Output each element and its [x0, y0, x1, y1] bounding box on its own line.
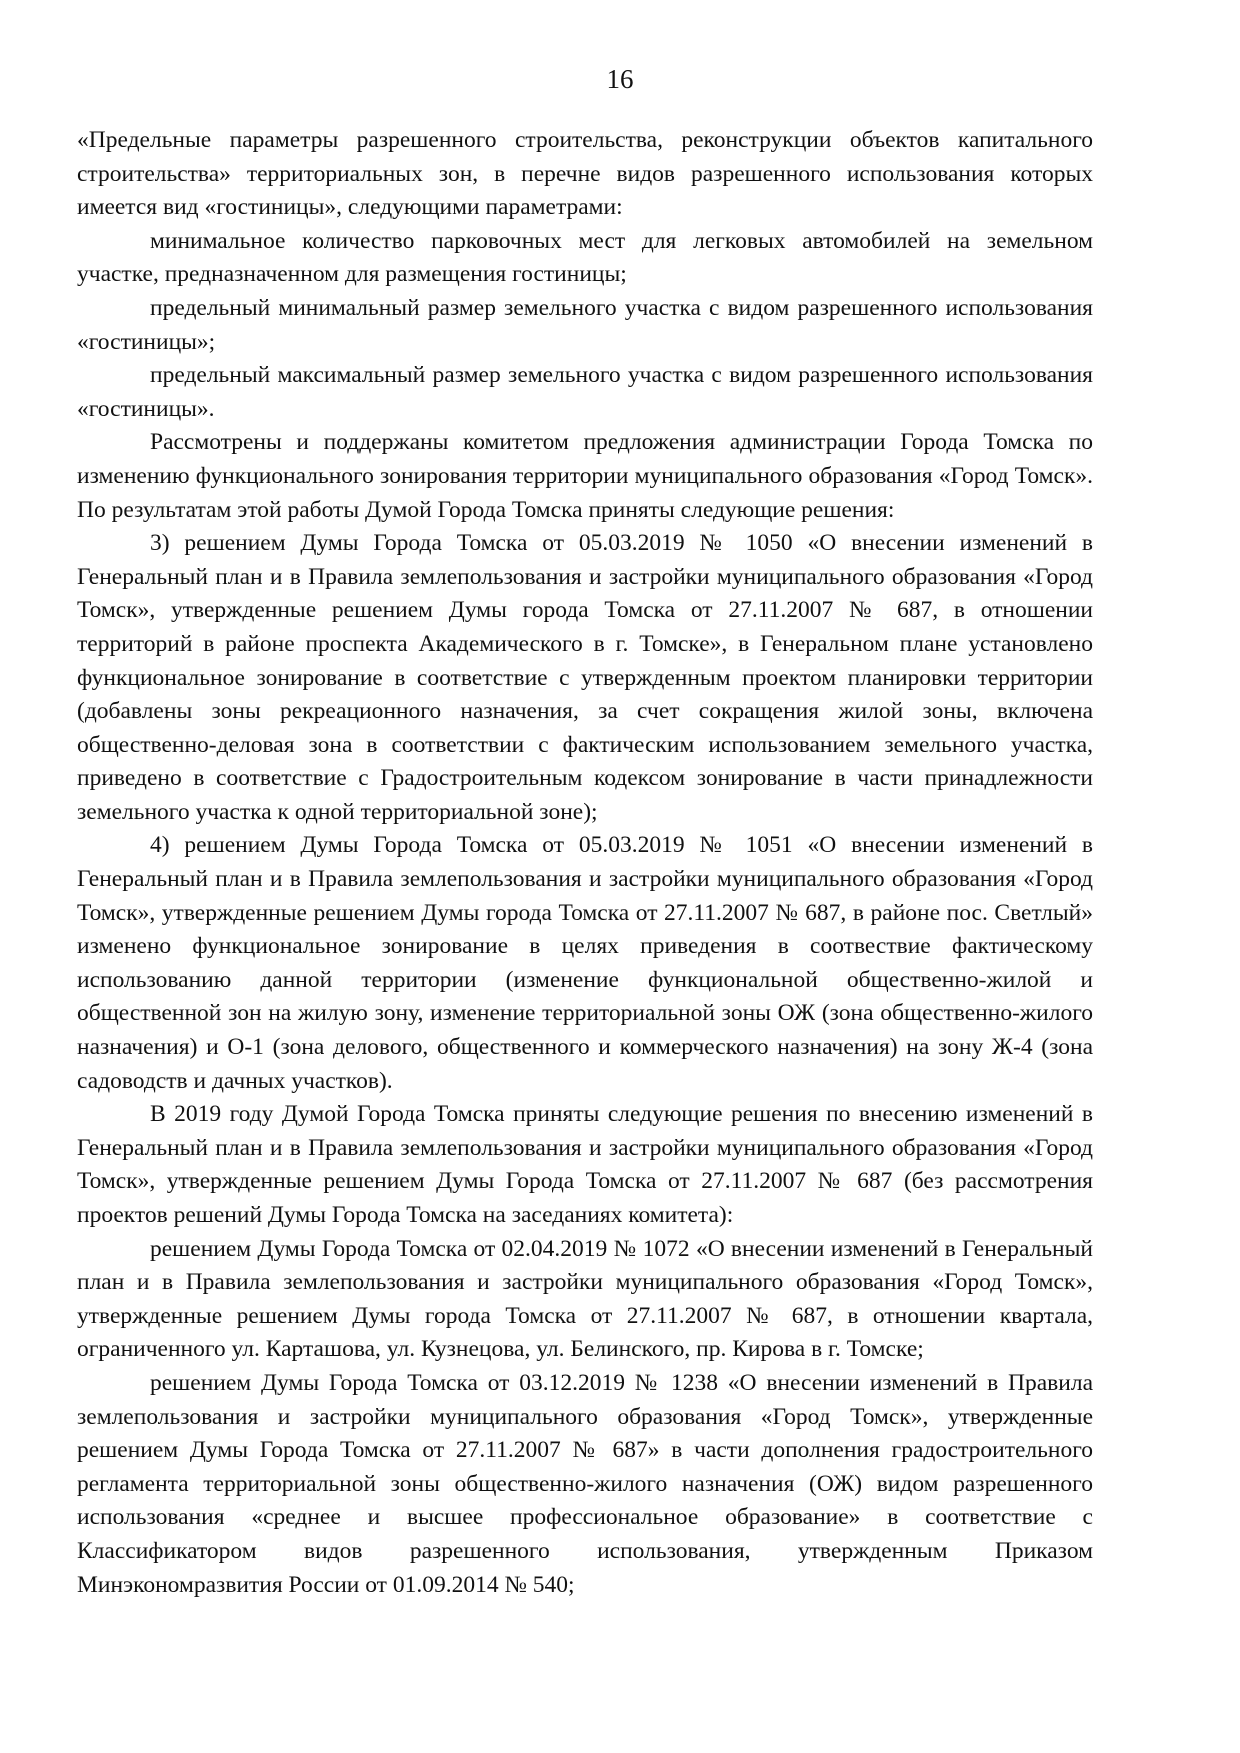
paragraph: «Предельные параметры разрешенного строительства, реконструкции объектов капитального строительства» территориальных зон, в перечне видов разрешенного использования которых имеется вид «гостиницы», следующими параметрами:: [77, 127, 1093, 221]
paragraph: Рассмотрены и поддержаны комитетом предложения администрации Города Томска по изменению функционального зонирования территории муниципального образования «Город Томск». По результатам этой работы Думой Города Томска приняты следующие решения:: [77, 429, 1093, 523]
paragraph: решением Думы Города Томска от 02.04.2019 № 1072 «О внесении изменений в Генеральный план и в Правила землепользования и застройки муниципального образования «Город Томск», утвержденные решением Думы города Томска от 27.11.2007 № 687, в отношении квартала, ограниченного ул. Карташова, ул. Кузнецова, ул. Белинского, пр. Кирова в г. Томске;: [77, 1235, 1093, 1363]
paragraph: минимальное количество парковочных мест для легковых автомобилей на земельном участке, предназначенном для размещения гостиницы;: [77, 227, 1093, 288]
paragraph: предельный максимальный размер земельного участка с видом разрешенного использования «гостиницы».: [77, 362, 1093, 422]
paragraph: 3) решением Думы Города Томска от 05.03.2019 № 1050 «О внесении изменений в Генеральный план и в Правила землепользования и застройки муниципального образования «Город Томск», утвержденные решением Думы города Томска от 27.11.2007 № 687, в отношении территорий в районе проспекта Академического в г. Томске», в Генеральном плане установлено функциональное зонирование в соответствие с утвержденным проектом планировки территории (добавлены зоны рекреационного назначения, за счет сокращения жилой зоны, включена общественно-деловая зона в соответствии с фактическим использованием земельного участка, приведено в соответствие с Градостроительным кодексом зонирование в части принадлежности земельного участка к одной территориальной зоне);: [77, 530, 1093, 825]
paragraph: 4) решением Думы Города Томска от 05.03.2019 № 1051 «О внесении изменений в Генеральный план и в Правила землепользования и застройки муниципального образования «Город Томск», утвержденные решением Думы города Томска от 27.11.2007 № 687, в районе пос. Светлый» изменено функциональное зонирование в целях приведения в соотвествие фактическому использованию данной территории (изменение функциональной общественно-жилой и общественной зон на жилую зону, изменение территориальной зоны ОЖ (зона общественно-жилого назначения) и О-1 (зона делового, общественного и коммерческого назначения) на зону Ж-4 (зона садоводств и дачных участков).: [77, 832, 1093, 1094]
paragraph: решением Думы Города Томска от 03.12.2019 № 1238 «О внесении изменений в Правила землепользования и застройки муниципального образования «Город Томск», утвержденные решением Думы Города Томска от 27.11.2007 № 687» в части дополнения градостроительного регламента территориальной зоны общественно-жилого назначения (ОЖ) видом разрешенного использования «среднее и высшее профессиональное образование» в соответствие с Классификатором видов разрешенного использования, утвержденным Приказом Минэкономразвития России от 01.09.2014 № 540;: [77, 1369, 1093, 1598]
document-body: [77, 124, 1093, 1602]
page-number: 16: [606, 64, 634, 94]
paragraph: предельный минимальный размер земельного участка с видом разрешенного использования «гостиницы»;: [77, 294, 1093, 355]
paragraph: В 2019 году Думой Города Томска приняты следующие решения по внесению изменений в Генеральный план и в Правила землепользования и застройки муниципального образования «Город Томск», утвержденные решением Думы Города Томска от 27.11.2007 № 687 (без рассмотрения проектов решений Думы Города Томска на заседаниях комитета):: [77, 1101, 1093, 1228]
